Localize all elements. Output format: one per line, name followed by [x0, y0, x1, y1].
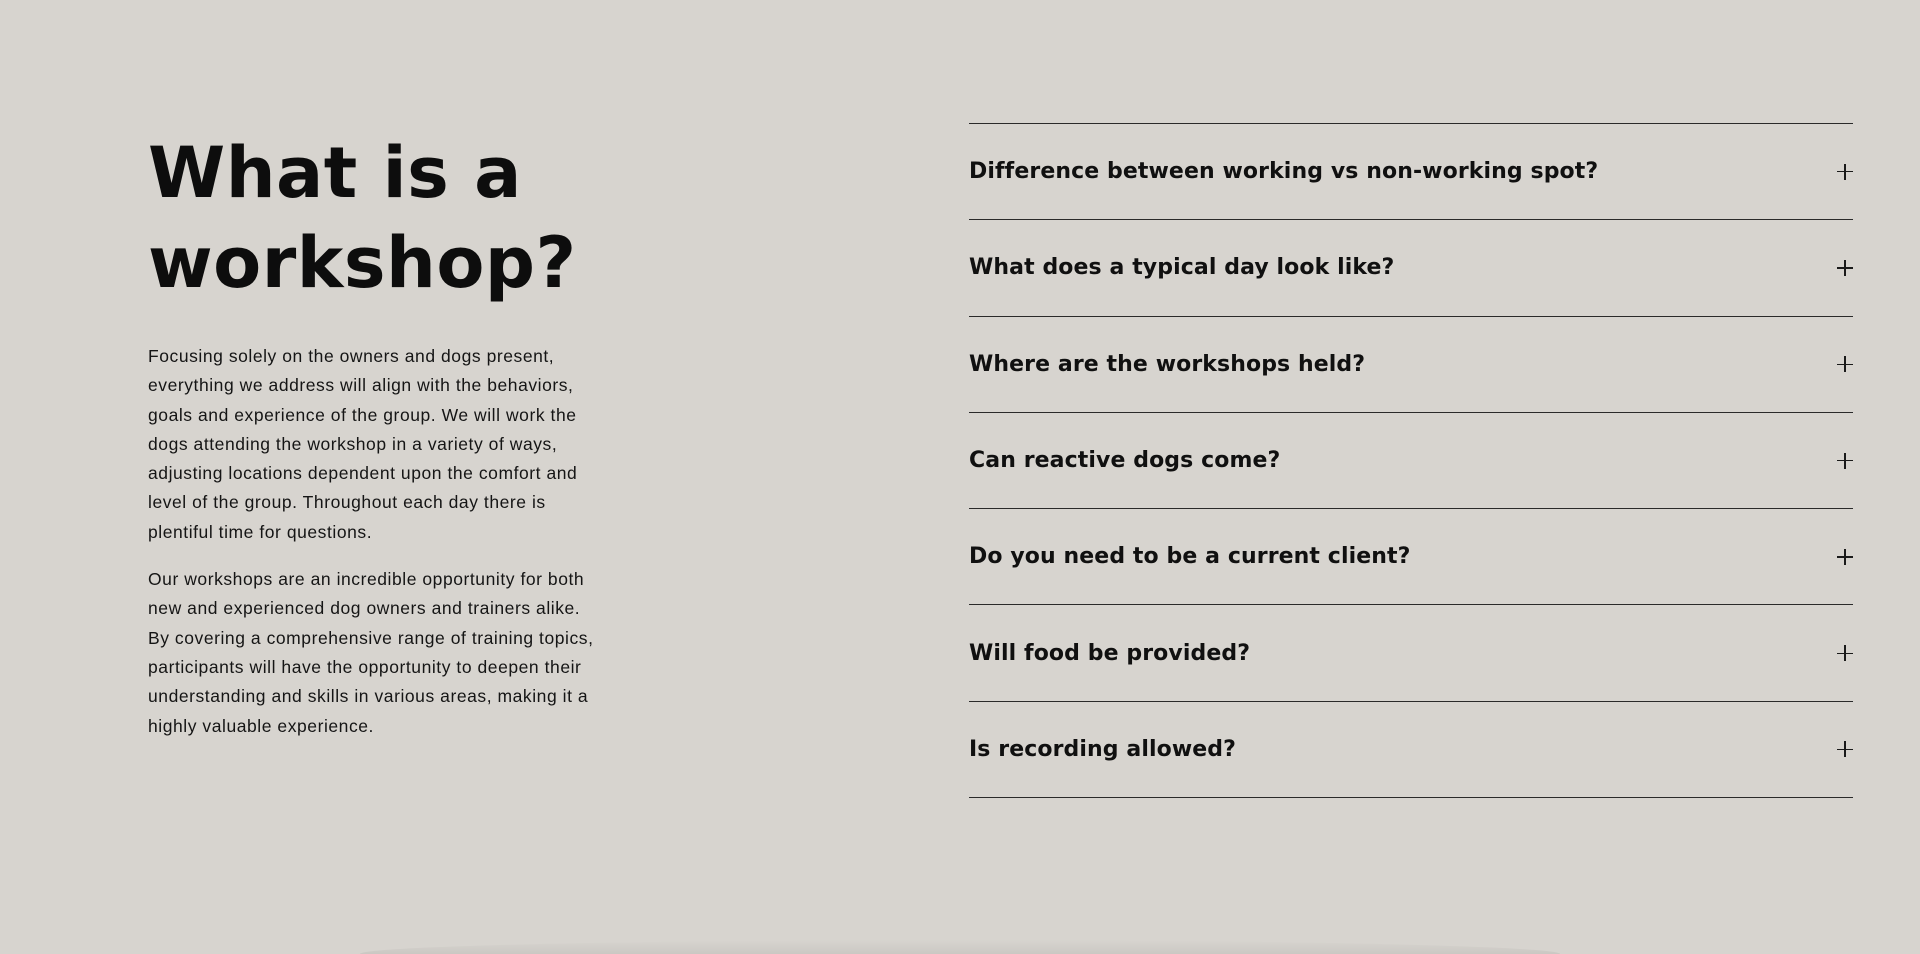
plus-icon[interactable] [1837, 549, 1853, 565]
faq-item-typical-day[interactable] [969, 220, 1853, 316]
faq-question: Is recording allowed? [969, 736, 1236, 762]
plus-icon[interactable] [1837, 645, 1853, 661]
faq-question: Can reactive dogs come? [969, 448, 1281, 474]
bottom-shadow [360, 940, 1560, 954]
plus-icon[interactable] [1837, 356, 1853, 372]
faq-question: Do you need to be a current client? [969, 544, 1411, 570]
faq-question: Difference between working vs non-working spot? [969, 159, 1599, 185]
faq-item-current-client[interactable] [969, 509, 1853, 605]
page-title [148, 128, 598, 308]
faq-question: What does a typical day look like? [969, 255, 1395, 281]
page-title-line-1: What is a [148, 132, 522, 214]
faq-item-food-provided[interactable] [969, 605, 1853, 701]
intro-paragraph-1: Focusing solely on the owners and dogs present, everything we address will align with the behaviors, goals and experience of the group. We will work the dogs attending the workshop in a variety of ways, adjusting locations dependent upon the comfort and level of the group. Throughout each day there is plentiful time for questions. [148, 346, 578, 542]
faq-question: Will food be provided? [969, 640, 1251, 666]
plus-icon[interactable] [1837, 164, 1853, 180]
faq-item-where-held[interactable] [969, 317, 1853, 413]
plus-icon[interactable] [1837, 453, 1853, 469]
faq-item-recording-allowed[interactable] [969, 702, 1853, 798]
faq-question: Where are the workshops held? [969, 351, 1366, 377]
plus-icon[interactable] [1837, 260, 1853, 276]
faq-accordion [969, 123, 1853, 798]
faq-item-reactive-dogs[interactable] [969, 413, 1853, 509]
intro-paragraph-2: Our workshops are an incredible opportunity for both new and experienced dog owners and trainers alike. By covering a comprehensive range of training topics, participants will have the opportunity to deepen their understanding and skills in various areas, making it a highly valuable experience. [148, 569, 594, 736]
plus-icon[interactable] [1837, 741, 1853, 757]
workshop-intro [148, 128, 598, 741]
faq-item-working-vs-non-working[interactable] [969, 124, 1853, 220]
page-title-line-2: workshop? [148, 222, 577, 304]
